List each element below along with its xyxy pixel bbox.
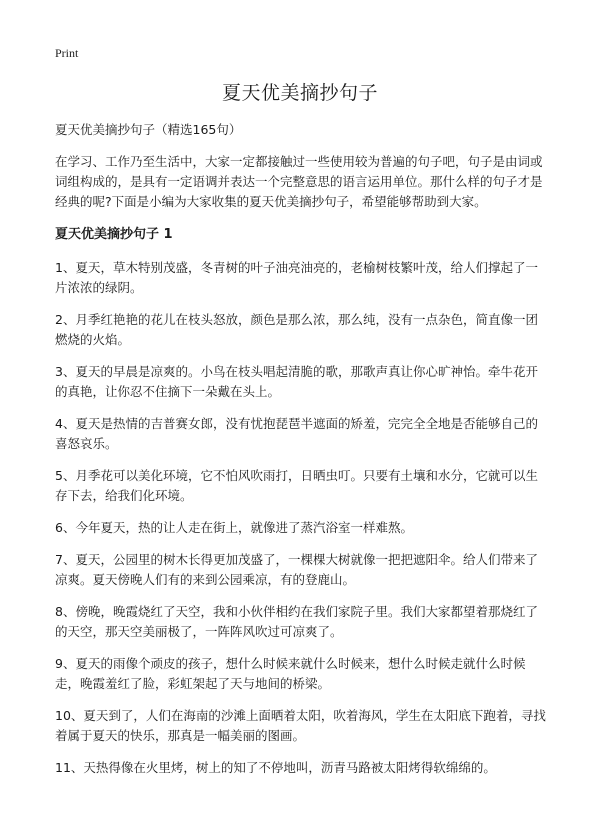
- section-heading: 夏天优美摘抄句子 1: [55, 227, 173, 242]
- sentence-item: 6、今年夏天，热的让人走在街上，就像进了蒸汽浴室一样难熬。: [55, 520, 413, 535]
- sentence-item: 3、夏天的早晨是凉爽的。小鸟在枝头唱起清脆的歌，那歌声真让你心旷神怡。牵牛花开的真艳，让你忍不住摘下一朵戴在头上。: [55, 364, 538, 399]
- sentence-item: 4、夏天是热情的吉普赛女郎，没有忧抱琵琶半遮面的矫羞，完完全全地是否能够自己的喜怒哀乐。: [55, 416, 538, 451]
- sentence-list: [55, 258, 547, 778]
- sentence-item: 2、月季红艳艳的花儿在枝头怒放，颜色是那么浓，那么纯，没有一点杂色，简直像一团燃烧的火焰。: [55, 312, 538, 347]
- article-body: [55, 120, 547, 790]
- sentence-item: 7、夏天，公园里的树木长得更加茂盛了，一棵棵大树就像一把把遮阳伞。给人们带来了凉爽。夏天傍晚人们有的来到公园乘凉，有的登鹿山。: [55, 552, 538, 587]
- print-link[interactable]: Print: [55, 46, 79, 60]
- sentence-item: 5、月季花可以美化环境，它不怕风吹雨打，日晒虫叮。只要有土壤和水分，它就可以生存下去，给我们化环境。: [55, 468, 538, 503]
- sentence-item: 9、夏天的雨像个顽皮的孩子，想什么时候来就什么时候来，想什么时候走就什么时候走，晚霞羞红了脸，彩虹架起了天与地间的桥梁。: [55, 656, 526, 691]
- sentence-item: 10、夏天到了，人们在海南的沙滩上面晒着太阳，吹着海风，学生在太阳底下跑着，寻找着属于夏天的快乐，那真是一幅美丽的图画。: [55, 708, 546, 743]
- intro-paragraph: 在学习、工作乃至生活中，大家一定都接触过一些使用较为普遍的句子吧，句子是由词或词组构成的，是具有一定语调并表达一个完整意思的语言运用单位。那什么样的句子才是经典的呢?下面是小编为大家收集的夏天优美摘抄句子，希望能够帮助到大家。: [55, 154, 543, 209]
- page-title: 夏天优美摘抄句子: [221, 82, 378, 104]
- sentence-item: 11、天热得像在火里烤，树上的知了不停地叫，沥青马路被太阳烤得软绵绵的。: [55, 760, 496, 775]
- sentence-item: 8、傍晚，晚霞烧红了天空，我和小伙伴相约在我们家院子里。我们大家都望着那烧红了的天空，那天空美丽极了，一阵阵风吹过可凉爽了。: [55, 604, 538, 639]
- article-subtitle: 夏天优美摘抄句子（精选165句）: [55, 122, 242, 137]
- sentence-item: 1、夏天，草木特别茂盛，冬青树的叶子油亮油亮的，老榆树枝繁叶茂，给人们撑起了一片浓浓的绿阴。: [55, 260, 538, 295]
